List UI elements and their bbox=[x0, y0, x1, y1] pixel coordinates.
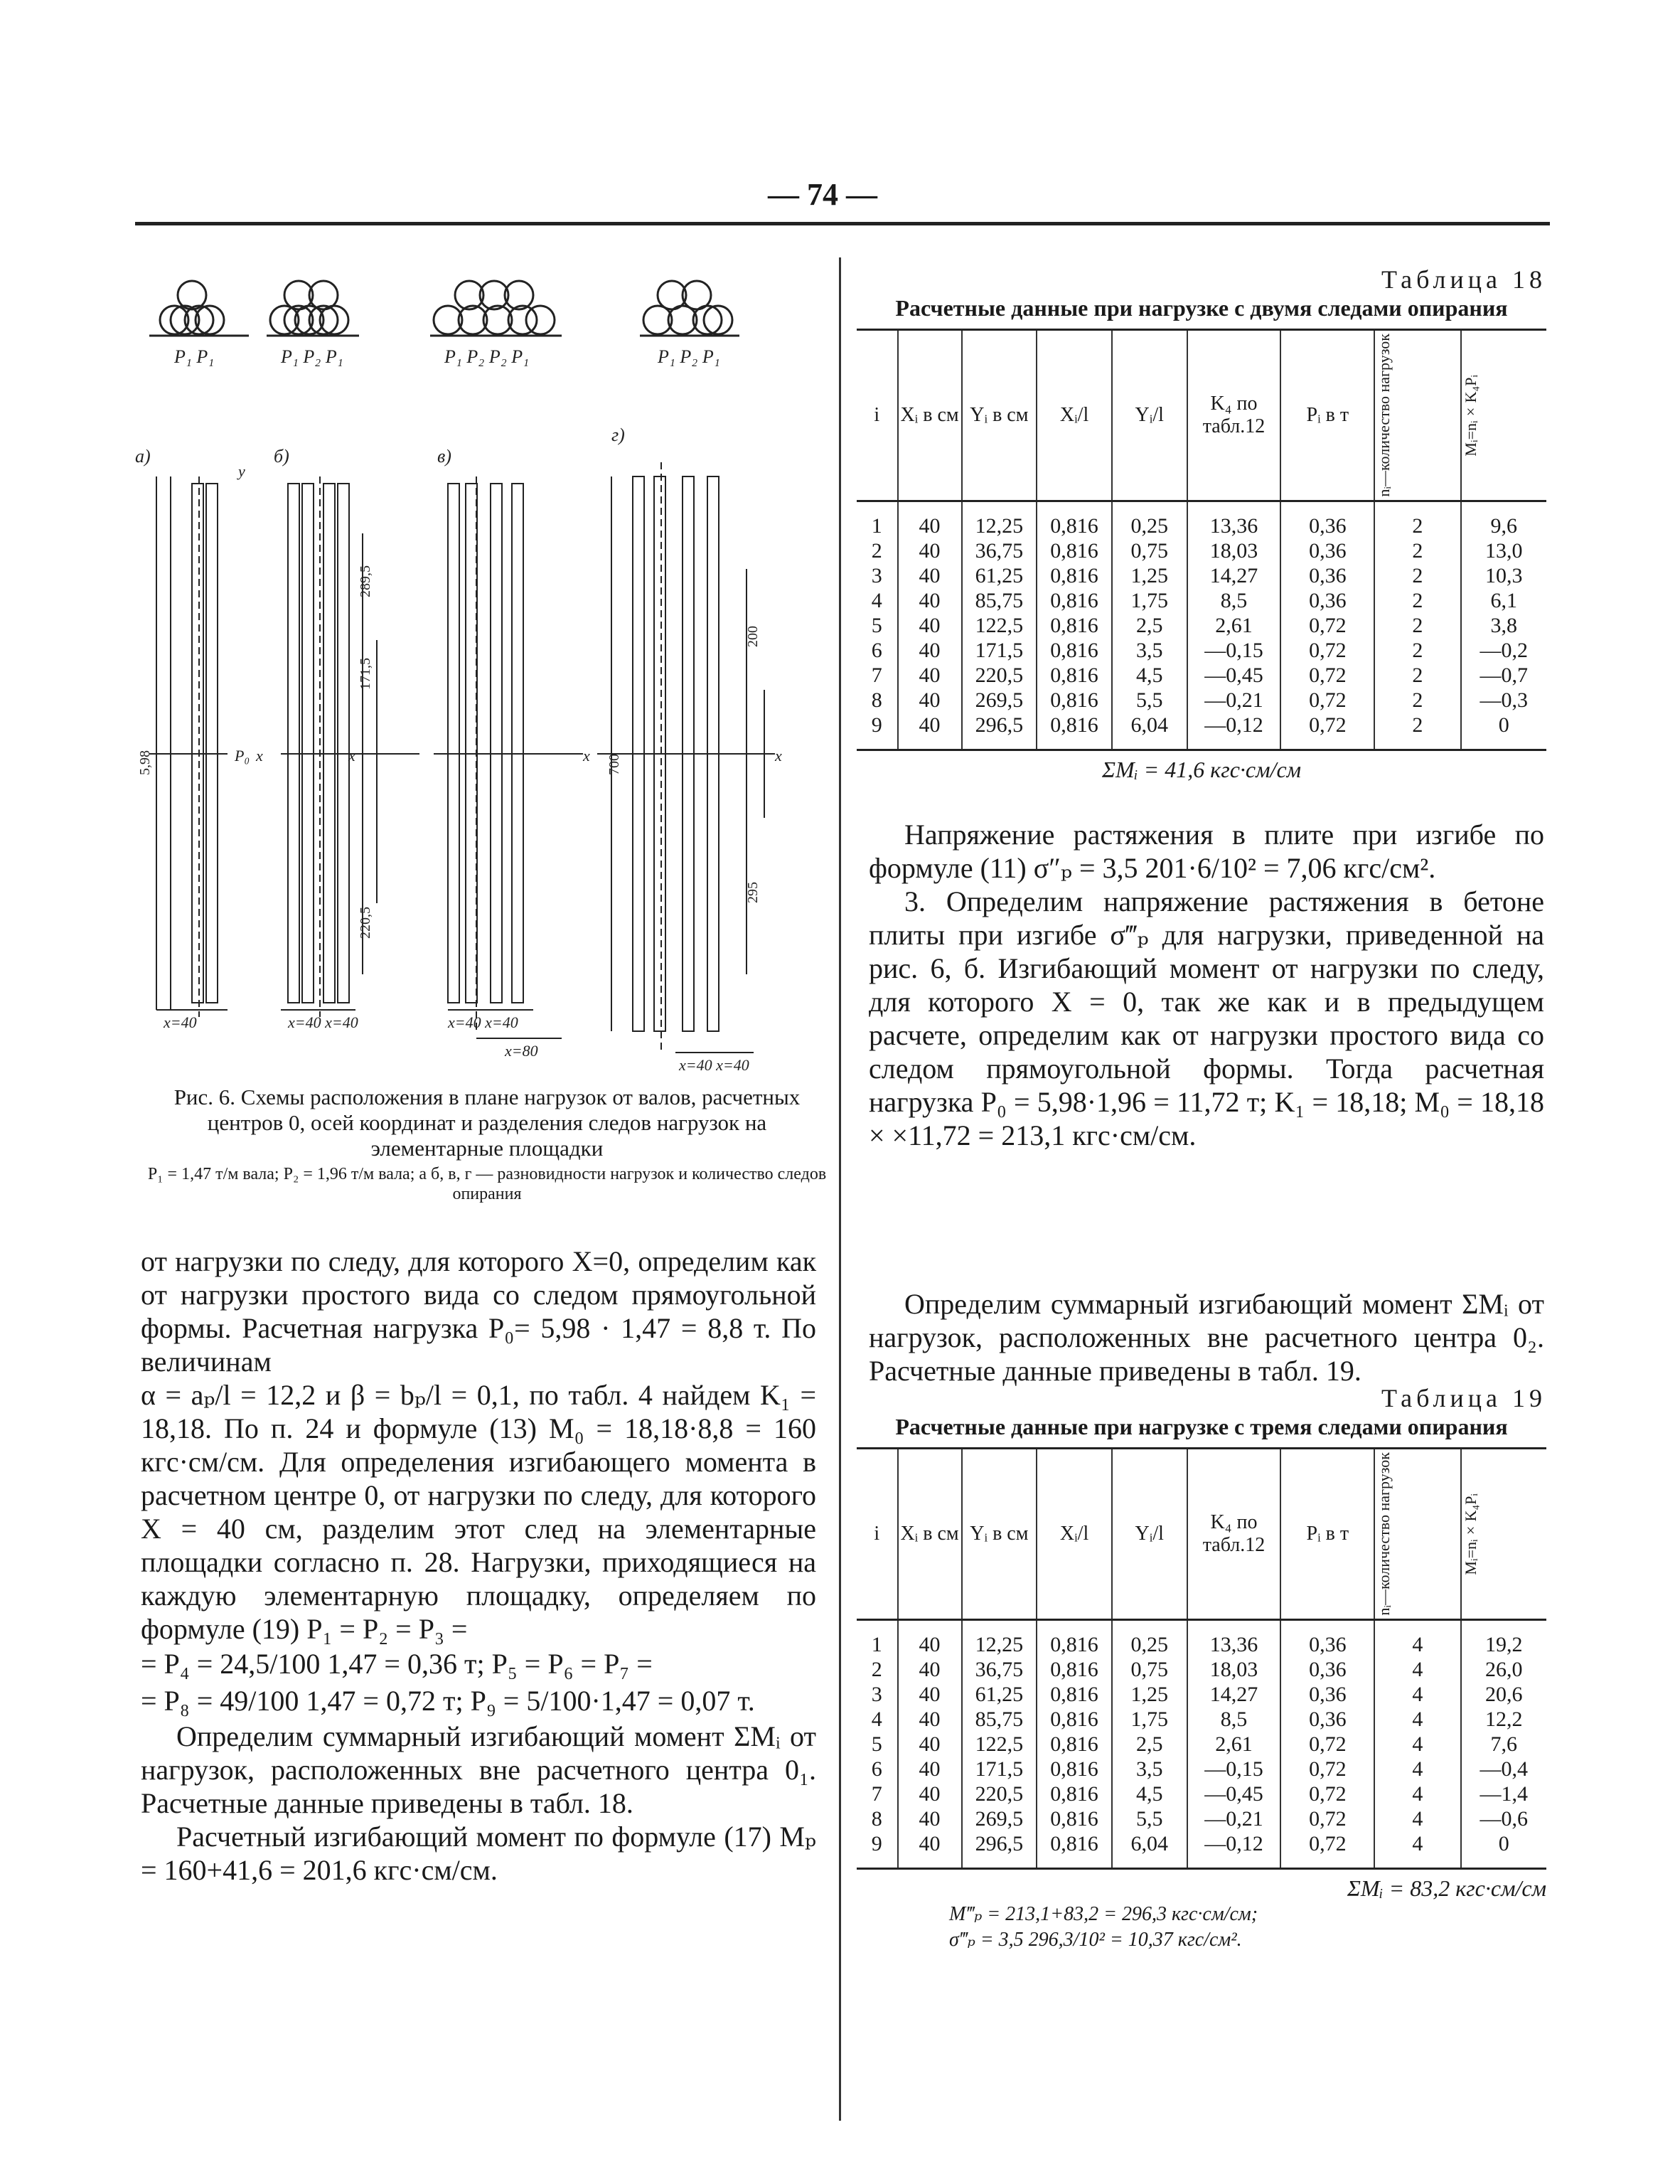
column-separator bbox=[839, 257, 841, 2121]
t19-h-yl: Yᵢ/l bbox=[1112, 1449, 1187, 1620]
axis-x-label-g: x bbox=[775, 747, 782, 765]
table-cell: 9 bbox=[871, 1831, 882, 1855]
table-cell: 40 bbox=[898, 1806, 962, 1831]
table-cell: 40 bbox=[898, 1707, 962, 1732]
table-cell: 40 bbox=[898, 663, 962, 688]
table-cell: 12,2 bbox=[1461, 1707, 1546, 1732]
table-cell: 4 bbox=[871, 1707, 882, 1731]
roller-group-v bbox=[430, 281, 562, 336]
t19-h-n bbox=[1374, 1449, 1460, 1620]
table-cell: 5 bbox=[871, 613, 882, 637]
table-cell: 40 bbox=[898, 1657, 962, 1682]
table-cell: 0,36 bbox=[1280, 1657, 1374, 1682]
table-cell: 40 bbox=[898, 1732, 962, 1757]
dim-b-1: 289,5 bbox=[358, 565, 373, 597]
t19-h-n-text: nᵢ—количество нагрузок bbox=[1375, 1452, 1393, 1616]
dim-a-total: 5,98 bbox=[137, 750, 153, 775]
table-cell: 40 bbox=[898, 501, 962, 538]
table-19-body bbox=[857, 1619, 1546, 1868]
table-cell: —0,3 bbox=[1461, 688, 1546, 713]
dim-bottom-v: x=40 x=40 bbox=[448, 1013, 518, 1031]
table-cell: 0,72 bbox=[1280, 1757, 1374, 1781]
t18-h-p: Pᵢ в т bbox=[1280, 330, 1374, 501]
table-row bbox=[857, 713, 1546, 750]
t18-h-m bbox=[1461, 330, 1546, 501]
table-cell: 40 bbox=[898, 638, 962, 663]
table-cell: 0,816 bbox=[1037, 1781, 1112, 1806]
load-label-v: P₁ P₂ P₂ P₁ bbox=[444, 346, 530, 367]
table-cell: 0,25 bbox=[1112, 1619, 1187, 1657]
table-cell: 6 bbox=[871, 1757, 882, 1781]
table-cell: 0,816 bbox=[1037, 613, 1112, 638]
table-cell: 40 bbox=[898, 1619, 962, 1657]
table-cell: 2 bbox=[1374, 713, 1460, 750]
table-cell: 0,72 bbox=[1280, 1732, 1374, 1757]
table-row bbox=[857, 1707, 1546, 1732]
table-cell: 1 bbox=[871, 1632, 882, 1656]
table-cell: 40 bbox=[898, 1682, 962, 1707]
scheme-g bbox=[597, 462, 775, 1053]
table-18-header-row bbox=[857, 330, 1546, 501]
table-cell: 18,03 bbox=[1187, 1657, 1281, 1682]
caption-small: P₁ = 1,47 т/м вала; P₂ = 1,96 т/м вала; а б, в, г — разновидности нагрузок и количество следов опирания bbox=[147, 1165, 827, 1203]
table-cell: 2,61 bbox=[1187, 1732, 1281, 1757]
p0-label: P₀ bbox=[235, 747, 250, 765]
table-cell: 40 bbox=[898, 588, 962, 613]
table-cell: —0,21 bbox=[1187, 1806, 1281, 1831]
table-cell: 122,5 bbox=[962, 1732, 1037, 1757]
table-cell: 0,72 bbox=[1280, 1806, 1374, 1831]
table-cell: 12,25 bbox=[962, 501, 1037, 538]
t18-h-y: Yᵢ в см bbox=[962, 330, 1037, 501]
t18-h-x: Xᵢ в см bbox=[898, 330, 962, 501]
table-cell: 0,816 bbox=[1037, 663, 1112, 688]
table-cell: 0,72 bbox=[1280, 663, 1374, 688]
table-cell: —0,2 bbox=[1461, 638, 1546, 663]
table-cell: 2 bbox=[1374, 613, 1460, 638]
t18-h-i: i bbox=[874, 403, 880, 426]
load-label-g: P₁ P₂ P₁ bbox=[658, 346, 720, 367]
table-cell: 3,8 bbox=[1461, 613, 1546, 638]
table-cell: 4 bbox=[1374, 1619, 1460, 1657]
table-cell: 3 bbox=[871, 1682, 882, 1706]
table-cell: 6 bbox=[871, 638, 882, 662]
roller-group-a bbox=[149, 281, 249, 336]
table-cell: —1,4 bbox=[1461, 1781, 1546, 1806]
table-cell: —0,12 bbox=[1187, 713, 1281, 750]
table-cell: 1,75 bbox=[1112, 588, 1187, 613]
roller-group-b bbox=[267, 281, 359, 336]
table-row bbox=[857, 1831, 1546, 1869]
table-cell: 0,816 bbox=[1037, 688, 1112, 713]
table-cell: 3,5 bbox=[1112, 1757, 1187, 1781]
table-cell: 2 bbox=[871, 538, 882, 563]
figure-caption bbox=[146, 1085, 828, 1204]
table-row bbox=[857, 613, 1546, 638]
table-cell: 14,27 bbox=[1187, 1682, 1281, 1707]
table-cell: 5,5 bbox=[1112, 1806, 1187, 1831]
table-19-tail-1: M‴ₚ = 213,1+83,2 = 296,3 кгс·см/см; bbox=[949, 1902, 1258, 1925]
table-18-block bbox=[857, 265, 1546, 783]
table-cell: 18,03 bbox=[1187, 538, 1281, 563]
dim-bottom-v2: x=80 bbox=[505, 1042, 538, 1060]
table-cell: —0,7 bbox=[1461, 663, 1546, 688]
table-cell: 0,816 bbox=[1037, 713, 1112, 750]
table-cell: 8,5 bbox=[1187, 1707, 1281, 1732]
table-row bbox=[857, 663, 1546, 688]
table-cell: 36,75 bbox=[962, 1657, 1037, 1682]
table-cell: 1 bbox=[871, 513, 882, 538]
dim-g-200: 200 bbox=[745, 626, 761, 647]
table-cell: 40 bbox=[898, 1831, 962, 1869]
table-cell: 8 bbox=[871, 688, 882, 712]
table-cell: 12,25 bbox=[962, 1619, 1037, 1657]
table-cell: 6,1 bbox=[1461, 588, 1546, 613]
table-18-label: Таблица 18 bbox=[1381, 265, 1546, 294]
table-cell: 3 bbox=[871, 563, 882, 587]
table-cell: 19,2 bbox=[1461, 1619, 1546, 1657]
table-row bbox=[857, 538, 1546, 563]
table-row bbox=[857, 688, 1546, 713]
table-18-body bbox=[857, 501, 1546, 750]
table-row bbox=[857, 1781, 1546, 1806]
table-cell: 0,75 bbox=[1112, 1657, 1187, 1682]
table-cell: 2 bbox=[1374, 563, 1460, 588]
table-cell: 0,816 bbox=[1037, 538, 1112, 563]
table-cell: 7,6 bbox=[1461, 1732, 1546, 1757]
table-cell: 26,0 bbox=[1461, 1657, 1546, 1682]
table-cell: 171,5 bbox=[962, 638, 1037, 663]
panel-label-v: в) bbox=[437, 446, 451, 467]
table-row bbox=[857, 1732, 1546, 1757]
right-para-3: Определим суммарный изгибающий момент ΣMᵢ от нагрузок, расположенных вне расчетного центра 0₂. Расчетные данные приведены в табл. 19. bbox=[869, 1288, 1544, 1387]
table-cell: 0,816 bbox=[1037, 1682, 1112, 1707]
table-cell: 122,5 bbox=[962, 613, 1037, 638]
table-19-label: Таблица 19 bbox=[1381, 1384, 1546, 1412]
table-cell: 40 bbox=[898, 613, 962, 638]
t19-h-x: Xᵢ в см bbox=[898, 1449, 962, 1620]
table-cell: 9 bbox=[871, 713, 882, 737]
table-cell: 0,72 bbox=[1280, 713, 1374, 750]
right-para-2: 3. Определим напряжение растяжения в бетоне плиты при изгибе σ‴ₚ для нагрузки, приведенной на рис. 6, б. Изгибающий момент от нагрузки по следу, для которого X = 0, так же как и в предыдущем расчете, определим как от нагрузки простого вида со следом прямоугольной формы. Тогда расчетная нагрузка P₀ = 5,98·1,96 = 11,72 т; K₁ = 18,18; M₀ = 18,18 × ×11,72 = 213,1 кгс·см/см. bbox=[869, 885, 1544, 1151]
table-cell: —0,21 bbox=[1187, 688, 1281, 713]
table-cell: 8,5 bbox=[1187, 588, 1281, 613]
table-cell: 20,6 bbox=[1461, 1682, 1546, 1707]
t18-h-m-text: Mᵢ=nᵢ×K₄Pᵢ bbox=[1461, 374, 1480, 457]
table-cell: 0,816 bbox=[1037, 1657, 1112, 1682]
table-cell: 0,72 bbox=[1280, 1831, 1374, 1869]
table-row bbox=[857, 1806, 1546, 1831]
table-cell: —0,15 bbox=[1187, 638, 1281, 663]
table-cell: 1,25 bbox=[1112, 1682, 1187, 1707]
panel-label-g: г) bbox=[611, 425, 625, 445]
t18-h-n bbox=[1374, 330, 1460, 501]
table-cell: 4 bbox=[871, 588, 882, 612]
table-cell: 0,72 bbox=[1280, 613, 1374, 638]
table-cell: —0,45 bbox=[1187, 663, 1281, 688]
panel-label-a: а) bbox=[135, 446, 151, 467]
t19-h-p: Pᵢ в т bbox=[1280, 1449, 1374, 1620]
table-cell: 0,816 bbox=[1037, 1732, 1112, 1757]
table-cell: 4,5 bbox=[1112, 663, 1187, 688]
table-cell: 2,5 bbox=[1112, 1732, 1187, 1757]
table-cell: 171,5 bbox=[962, 1757, 1037, 1781]
table-cell: 0,72 bbox=[1280, 688, 1374, 713]
t19-h-xl: Xᵢ/l bbox=[1037, 1449, 1112, 1620]
load-label-b: P₁ P₂ P₁ bbox=[281, 346, 343, 367]
table-cell: 0,72 bbox=[1280, 638, 1374, 663]
table-19-tail-2: σ‴ₚ = 3,5 296,3/10² = 10,37 кгс/см². bbox=[949, 1928, 1242, 1951]
table-cell: 61,25 bbox=[962, 563, 1037, 588]
table-cell: 0,816 bbox=[1037, 563, 1112, 588]
top-rule bbox=[135, 222, 1550, 225]
t19-h-m bbox=[1461, 1449, 1546, 1620]
left-para-3: Расчетный изгибающий момент по формуле (17) Mₚ = 160+41,6 = 201,6 кгс·см/см. bbox=[141, 1821, 816, 1886]
table-cell: 1,25 bbox=[1112, 563, 1187, 588]
t18-h-yl: Yᵢ/l bbox=[1112, 330, 1187, 501]
table-18-sum: ΣMᵢ = 41,6 кгс·см/см bbox=[1101, 756, 1302, 782]
table-cell: —0,45 bbox=[1187, 1781, 1281, 1806]
table-cell: 4 bbox=[1374, 1732, 1460, 1757]
table-cell: 0,36 bbox=[1280, 538, 1374, 563]
table-cell: 13,36 bbox=[1187, 1619, 1281, 1657]
table-cell: —0,4 bbox=[1461, 1757, 1546, 1781]
table-19-block bbox=[857, 1383, 1546, 1953]
table-cell: 2 bbox=[1374, 538, 1460, 563]
load-label-a: P₁ P₁ bbox=[174, 346, 215, 367]
table-18 bbox=[857, 329, 1546, 751]
right-column-text-a bbox=[869, 818, 1544, 1152]
roller-group-g bbox=[640, 281, 739, 336]
caption-main: Рис. 6. Схемы расположения в плане нагрузок от валов, расчетных центров 0, осей координат и разделения следов нагрузок на элементарные площадки bbox=[173, 1085, 801, 1161]
table-cell: 2 bbox=[871, 1657, 882, 1681]
table-cell: 0,36 bbox=[1280, 1707, 1374, 1732]
table-cell: 2 bbox=[1374, 638, 1460, 663]
table-cell: 13,36 bbox=[1187, 501, 1281, 538]
table-cell: 0,816 bbox=[1037, 1707, 1112, 1732]
table-cell: 296,5 bbox=[962, 1831, 1037, 1869]
table-cell: 4 bbox=[1374, 1657, 1460, 1682]
table-cell: 4 bbox=[1374, 1781, 1460, 1806]
table-19-header-row bbox=[857, 1449, 1546, 1620]
left-formula-2: = P₈ = 49/100 1,47 = 0,72 т; P₉ = 5/100·1,47 = 0,07 т. bbox=[141, 1685, 755, 1717]
table-cell: 0,816 bbox=[1037, 1619, 1112, 1657]
table-cell: 40 bbox=[898, 538, 962, 563]
table-cell: 0,75 bbox=[1112, 538, 1187, 563]
table-cell: 0,816 bbox=[1037, 1806, 1112, 1831]
left-column-text bbox=[141, 1245, 816, 1887]
t19-h-k4: K₄ по табл.12 bbox=[1187, 1449, 1281, 1620]
dim-b-2: 171,5 bbox=[358, 658, 373, 690]
table-cell: 85,75 bbox=[962, 588, 1037, 613]
table-row bbox=[857, 638, 1546, 663]
table-cell: 4 bbox=[1374, 1682, 1460, 1707]
page-number: — 74 — bbox=[768, 177, 877, 212]
table-cell: 0,25 bbox=[1112, 501, 1187, 538]
table-row bbox=[857, 563, 1546, 588]
table-cell: 269,5 bbox=[962, 1806, 1037, 1831]
axis-x-label-v: x bbox=[583, 747, 590, 765]
left-para-2: Определим суммарный изгибающий момент ΣMᵢ от нагрузок, расположенных вне расчетного центра 0₁. Расчетные данные приведены в табл. 18. bbox=[141, 1720, 816, 1819]
table-cell: 40 bbox=[898, 1757, 962, 1781]
table-cell: 0,36 bbox=[1280, 1619, 1374, 1657]
table-cell: 4 bbox=[1374, 1707, 1460, 1732]
table-cell: 0 bbox=[1461, 713, 1546, 750]
left-para-1b: α = aₚ/l = 12,2 и β = bₚ/l = 0,1, по табл. 4 найдем K₁ = 18,18. По п. 24 и формуле (13) M₀ = 18,18·8,8 = 160 кгс·см/см. Для определения изгибающего момента в расчетном центре 0, от нагрузки по следу, для которого X = 40 см, разделим этот след на элементарные площадки согласно п. 28. Нагрузки, приходящиеся на каждую элементарную площадку, определяем по формуле (19) P₁ = P₂ = P₃ = bbox=[141, 1379, 816, 1645]
table-cell: 40 bbox=[898, 563, 962, 588]
dim-g-total: 700 bbox=[606, 754, 622, 775]
table-cell: 40 bbox=[898, 1781, 962, 1806]
table-cell: 0,36 bbox=[1280, 501, 1374, 538]
table-cell: 269,5 bbox=[962, 688, 1037, 713]
table-19-title: Расчетные данные при нагрузке с тремя следами опирания bbox=[895, 1414, 1508, 1439]
t19-h-i: i bbox=[874, 1522, 880, 1545]
table-cell: 8 bbox=[871, 1806, 882, 1831]
table-cell: 40 bbox=[898, 713, 962, 750]
left-para-1: от нагрузки по следу, для которого X=0, определим как от нагрузки простого вида со следом прямоугольной формы. Расчетная нагрузка P₀= 5,98 · 1,47 = 8,8 т. По величинам bbox=[141, 1245, 816, 1378]
axis-y-label-a: y bbox=[238, 462, 245, 480]
axis-x-label-b: x bbox=[348, 747, 355, 765]
right-column-text-b bbox=[869, 1287, 1544, 1387]
t18-h-n-text: nᵢ—количество нагрузок bbox=[1375, 334, 1393, 497]
table-cell: 0,36 bbox=[1280, 1682, 1374, 1707]
axis-x-label-a: x bbox=[256, 747, 263, 765]
table-cell: 5 bbox=[871, 1732, 882, 1756]
table-cell: 2 bbox=[1374, 588, 1460, 613]
left-formula-1: = P₄ = 24,5/100 1,47 = 0,36 т; P₅ = P₆ = P₇ = bbox=[141, 1648, 653, 1680]
t18-h-xl: Xᵢ/l bbox=[1037, 330, 1112, 501]
right-para-1: Напряжение растяжения в плите при изгибе по формуле (11) σ″ₚ = 3,5 201·6/10² = 7,06 кгс/см². bbox=[869, 819, 1544, 884]
table-cell: —0,12 bbox=[1187, 1831, 1281, 1869]
panel-label-b: б) bbox=[274, 446, 289, 467]
table-row bbox=[857, 1757, 1546, 1781]
table-cell: 40 bbox=[898, 688, 962, 713]
table-cell: 7 bbox=[871, 1781, 882, 1806]
table-cell: 5,5 bbox=[1112, 688, 1187, 713]
dim-bottom-b: x=40 x=40 bbox=[288, 1013, 358, 1031]
scheme-v bbox=[434, 476, 583, 1038]
dim-b-6: 220,5 bbox=[358, 907, 373, 939]
table-cell: 0,36 bbox=[1280, 588, 1374, 613]
dim-g-295: 295 bbox=[745, 882, 761, 903]
table-cell: 220,5 bbox=[962, 663, 1037, 688]
table-cell: 296,5 bbox=[962, 713, 1037, 750]
table-cell: 4 bbox=[1374, 1757, 1460, 1781]
table-cell: 2 bbox=[1374, 501, 1460, 538]
table-row bbox=[857, 1619, 1546, 1657]
table-cell: 6,04 bbox=[1112, 1831, 1187, 1869]
table-cell: —0,6 bbox=[1461, 1806, 1546, 1831]
table-row bbox=[857, 1682, 1546, 1707]
table-cell: 10,3 bbox=[1461, 563, 1546, 588]
table-row bbox=[857, 1657, 1546, 1682]
figure-6-schemes bbox=[135, 263, 832, 1074]
table-cell: 4,5 bbox=[1112, 1781, 1187, 1806]
table-cell: 14,27 bbox=[1187, 563, 1281, 588]
table-cell: 0,816 bbox=[1037, 501, 1112, 538]
table-19 bbox=[857, 1447, 1546, 1870]
table-cell: 9,6 bbox=[1461, 501, 1546, 538]
dim-bottom-a: x=40 bbox=[164, 1013, 197, 1031]
table-cell: 1,75 bbox=[1112, 1707, 1187, 1732]
table-cell: 2,61 bbox=[1187, 613, 1281, 638]
table-cell: 3,5 bbox=[1112, 638, 1187, 663]
table-cell: —0,15 bbox=[1187, 1757, 1281, 1781]
table-18-title: Расчетные данные при нагрузке с двумя следами опирания bbox=[895, 295, 1508, 321]
scheme-a bbox=[149, 476, 228, 1017]
table-cell: 0,36 bbox=[1280, 563, 1374, 588]
table-cell: 85,75 bbox=[962, 1707, 1037, 1732]
table-cell: 6,04 bbox=[1112, 713, 1187, 750]
table-cell: 2 bbox=[1374, 688, 1460, 713]
table-cell: 61,25 bbox=[962, 1682, 1037, 1707]
table-cell: 4 bbox=[1374, 1806, 1460, 1831]
table-cell: 0,72 bbox=[1280, 1781, 1374, 1806]
table-cell: 0 bbox=[1461, 1831, 1546, 1869]
table-19-sum: ΣMᵢ = 83,2 кгс·см/см bbox=[1347, 1875, 1546, 1901]
dim-bottom-g: x=40 x=40 bbox=[679, 1056, 749, 1074]
t19-h-y: Yᵢ в см bbox=[962, 1449, 1037, 1620]
table-cell: 0,816 bbox=[1037, 1831, 1112, 1869]
t19-h-m-text: Mᵢ=nᵢ×K₄Pᵢ bbox=[1461, 1493, 1480, 1575]
table-cell: 4 bbox=[1374, 1831, 1460, 1869]
table-cell: 2,5 bbox=[1112, 613, 1187, 638]
table-cell: 220,5 bbox=[962, 1781, 1037, 1806]
table-row bbox=[857, 501, 1546, 538]
table-cell: 13,0 bbox=[1461, 538, 1546, 563]
table-cell: 0,816 bbox=[1037, 588, 1112, 613]
table-cell: 36,75 bbox=[962, 538, 1037, 563]
table-row bbox=[857, 588, 1546, 613]
table-cell: 2 bbox=[1374, 663, 1460, 688]
t18-h-k4: K₄ по табл.12 bbox=[1187, 330, 1281, 501]
table-cell: 0,816 bbox=[1037, 638, 1112, 663]
table-cell: 7 bbox=[871, 663, 882, 687]
table-cell: 0,816 bbox=[1037, 1757, 1112, 1781]
